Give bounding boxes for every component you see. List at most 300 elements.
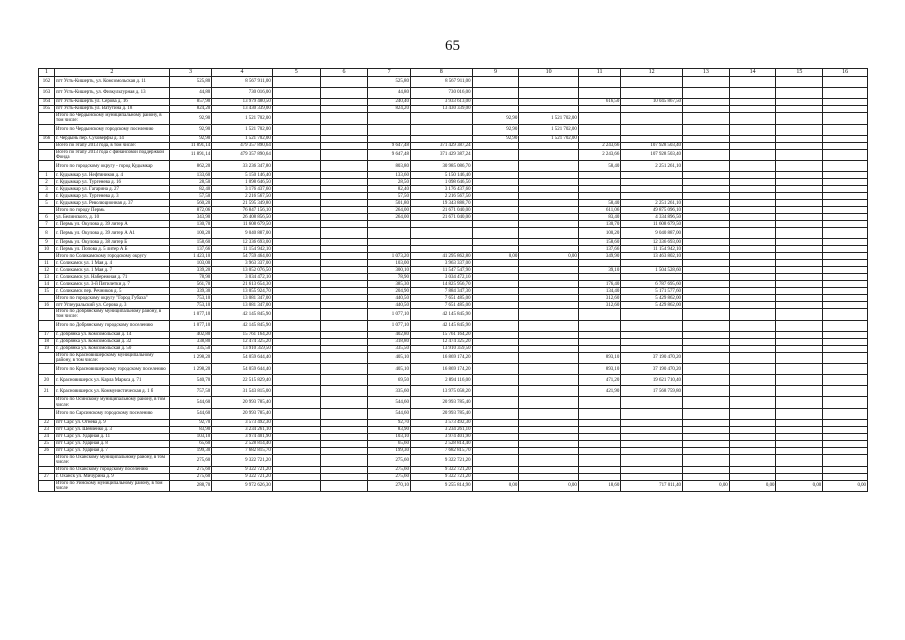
value-cell bbox=[272, 239, 320, 246]
value-cell bbox=[320, 302, 368, 309]
value-cell bbox=[368, 228, 411, 239]
value-cell bbox=[729, 320, 776, 331]
address-cell: г. Пермь ул. Окулова д. 38 литер Б bbox=[54, 239, 169, 246]
value-cell: 22 515 829,40 bbox=[212, 375, 273, 386]
value-cell bbox=[519, 161, 579, 172]
value-cell bbox=[776, 447, 823, 454]
value-cell: 13 430 339,00 bbox=[410, 106, 472, 113]
header-cell: 15 bbox=[776, 69, 823, 77]
value-cell: 275,60 bbox=[368, 454, 411, 466]
table-row bbox=[39, 281, 868, 288]
value-cell bbox=[823, 142, 868, 149]
row-number-cell: 18 bbox=[39, 338, 55, 345]
value-cell bbox=[272, 480, 320, 492]
value-cell bbox=[682, 352, 729, 364]
value-cell: 338,80 bbox=[169, 338, 212, 345]
value-cell: 82,40 bbox=[368, 186, 411, 193]
value-cell bbox=[823, 288, 868, 295]
value-cell bbox=[272, 433, 320, 440]
table-row bbox=[39, 221, 868, 228]
value-cell bbox=[729, 454, 776, 466]
value-cell bbox=[472, 228, 519, 239]
value-cell bbox=[410, 124, 472, 135]
address-cell: г. Кудымкар ул. Тургенева д. 3 bbox=[54, 193, 169, 200]
value-cell bbox=[823, 419, 868, 426]
value-cell: 862,20 bbox=[169, 161, 212, 172]
subtotal-row bbox=[39, 124, 868, 135]
value-cell bbox=[519, 239, 579, 246]
value-cell bbox=[519, 419, 579, 426]
value-cell bbox=[776, 281, 823, 288]
value-cell: 3 933 613,00 bbox=[410, 99, 472, 106]
address-cell: Итого по Красновишерскому муниципальному району, в том числе: bbox=[54, 352, 169, 364]
value-cell bbox=[729, 246, 776, 253]
value-cell bbox=[823, 375, 868, 386]
value-cell: 405,10 bbox=[368, 352, 411, 364]
value-cell bbox=[682, 426, 729, 433]
address-cell: г. Соликамск ул. Набережная д. 71 bbox=[54, 274, 169, 281]
value-cell bbox=[682, 149, 729, 161]
value-cell: 11 891,14 bbox=[169, 142, 212, 149]
value-cell bbox=[272, 142, 320, 149]
row-number-cell: 166 bbox=[39, 135, 55, 142]
value-cell bbox=[320, 88, 368, 99]
value-cell bbox=[578, 331, 621, 338]
table-row bbox=[39, 186, 868, 193]
value-cell bbox=[682, 253, 729, 260]
address-cell: пгт Усть-Кишерть ул. Ватутина д. 18 bbox=[54, 106, 169, 113]
value-cell bbox=[729, 239, 776, 246]
value-cell bbox=[320, 408, 368, 419]
value-cell: 312,60 bbox=[578, 295, 621, 302]
value-cell bbox=[472, 426, 519, 433]
value-cell bbox=[578, 447, 621, 454]
value-cell bbox=[272, 253, 320, 260]
value-cell bbox=[776, 386, 823, 397]
value-cell bbox=[729, 473, 776, 480]
value-cell bbox=[682, 440, 729, 447]
value-cell: 17 568 759,80 bbox=[621, 386, 683, 397]
value-cell bbox=[272, 288, 320, 295]
value-cell bbox=[272, 338, 320, 345]
value-cell bbox=[368, 113, 411, 125]
value-cell bbox=[320, 186, 368, 193]
value-cell bbox=[823, 281, 868, 288]
value-cell bbox=[823, 397, 868, 409]
value-cell: 8 567 911,00 bbox=[212, 77, 273, 88]
value-cell bbox=[578, 124, 621, 135]
address-cell: Итого по Красновишерскому городскому поселению bbox=[54, 364, 169, 375]
value-cell bbox=[519, 193, 579, 200]
value-cell bbox=[320, 124, 368, 135]
address-cell: г. Добрянка ул. Комсомольская д. 50 bbox=[54, 345, 169, 352]
value-cell: 11 154 942,10 bbox=[212, 246, 273, 253]
value-cell: 13 975 058,20 bbox=[410, 386, 472, 397]
value-cell bbox=[621, 106, 683, 113]
subtotal-row bbox=[39, 397, 868, 409]
value-cell: 730 016,00 bbox=[212, 88, 273, 99]
value-cell bbox=[472, 345, 519, 352]
value-cell bbox=[368, 246, 411, 253]
value-cell bbox=[320, 331, 368, 338]
value-cell: 339,20 bbox=[169, 267, 212, 274]
value-cell: 893,10 bbox=[578, 364, 621, 375]
value-cell bbox=[320, 113, 368, 125]
value-cell bbox=[320, 99, 368, 106]
value-cell bbox=[682, 397, 729, 409]
value-cell bbox=[519, 295, 579, 302]
value-cell bbox=[729, 253, 776, 260]
value-cell: 82,40 bbox=[169, 186, 212, 193]
value-cell: 471,20 bbox=[578, 375, 621, 386]
table-row bbox=[39, 200, 868, 207]
value-cell bbox=[729, 375, 776, 386]
row-number-cell bbox=[39, 466, 55, 473]
value-cell bbox=[272, 106, 320, 113]
row-number-cell: 15 bbox=[39, 288, 55, 295]
value-cell: 30 985 086,70 bbox=[410, 161, 472, 172]
value-cell bbox=[519, 320, 579, 331]
value-cell bbox=[621, 113, 683, 125]
value-cell bbox=[272, 77, 320, 88]
value-cell: 13 463 802,10 bbox=[621, 253, 683, 260]
value-cell: 479 357 890,64 bbox=[212, 149, 273, 161]
row-number-cell bbox=[39, 207, 55, 214]
value-cell bbox=[823, 172, 868, 179]
value-cell bbox=[472, 193, 519, 200]
value-cell: 28,50 bbox=[368, 179, 411, 186]
value-cell: 1 521 702,00 bbox=[519, 124, 579, 135]
value-cell bbox=[729, 302, 776, 309]
value-cell: 9 040 887,00 bbox=[212, 228, 273, 239]
value-cell bbox=[621, 77, 683, 88]
value-cell bbox=[272, 331, 320, 338]
value-cell bbox=[682, 239, 729, 246]
value-cell: 803,80 bbox=[368, 161, 411, 172]
value-cell bbox=[368, 239, 411, 246]
row-number-cell: 8 bbox=[39, 228, 55, 239]
value-cell bbox=[578, 179, 621, 186]
value-cell: 349,90 bbox=[578, 253, 621, 260]
value-cell: 0,00 bbox=[823, 480, 868, 492]
value-cell bbox=[578, 345, 621, 352]
value-cell bbox=[621, 440, 683, 447]
value-cell: 9 972 626,30 bbox=[212, 480, 273, 492]
value-cell bbox=[272, 221, 320, 228]
value-cell bbox=[320, 135, 368, 142]
value-cell: 616,50 bbox=[578, 99, 621, 106]
value-cell: 2 894 116,00 bbox=[410, 375, 472, 386]
address-cell: г. Добрянка ул. Комсомольская д. 14 bbox=[54, 331, 169, 338]
header-cell: 8 bbox=[410, 69, 472, 77]
value-cell: 717 011,40 bbox=[621, 480, 683, 492]
value-cell: 2 216 567,50 bbox=[212, 193, 273, 200]
value-cell: 2 251 261,10 bbox=[621, 161, 683, 172]
value-cell: 1 521 702,00 bbox=[519, 135, 579, 142]
value-cell bbox=[519, 440, 579, 447]
value-cell bbox=[729, 345, 776, 352]
value-cell bbox=[472, 149, 519, 161]
value-cell bbox=[823, 295, 868, 302]
value-cell: 3 573 492,30 bbox=[410, 419, 472, 426]
value-cell bbox=[621, 473, 683, 480]
value-cell bbox=[823, 473, 868, 480]
value-cell bbox=[621, 338, 683, 345]
value-cell bbox=[621, 426, 683, 433]
value-cell bbox=[682, 473, 729, 480]
subtotal-row bbox=[39, 142, 868, 149]
value-cell bbox=[729, 221, 776, 228]
value-cell: 1 073,20 bbox=[368, 253, 411, 260]
value-cell bbox=[776, 331, 823, 338]
row-number-cell: 7 bbox=[39, 221, 55, 228]
value-cell: 275,60 bbox=[169, 473, 212, 480]
value-cell bbox=[621, 408, 683, 419]
value-cell: 544,60 bbox=[368, 397, 411, 409]
value-cell: 107 928 503,40 bbox=[621, 149, 683, 161]
table-row bbox=[39, 338, 868, 345]
value-cell: 92,90 bbox=[169, 113, 212, 125]
table-row bbox=[39, 267, 868, 274]
value-cell bbox=[472, 179, 519, 186]
value-cell bbox=[621, 88, 683, 99]
value-cell bbox=[776, 267, 823, 274]
value-cell bbox=[621, 179, 683, 186]
value-cell bbox=[776, 433, 823, 440]
value-cell: 753,10 bbox=[169, 295, 212, 302]
value-cell bbox=[823, 331, 868, 338]
value-cell bbox=[320, 440, 368, 447]
value-cell bbox=[776, 88, 823, 99]
value-cell bbox=[272, 447, 320, 454]
subtotal-row bbox=[39, 161, 868, 172]
value-cell bbox=[729, 364, 776, 375]
row-number-cell bbox=[39, 454, 55, 466]
value-cell: 1 521 702,00 bbox=[212, 113, 273, 125]
row-number-cell: 5 bbox=[39, 200, 55, 207]
value-cell: 20 993 785,40 bbox=[410, 408, 472, 419]
value-cell bbox=[729, 338, 776, 345]
address-cell: Итого по городу Пермь bbox=[54, 207, 169, 214]
value-cell: 19 621 710,40 bbox=[621, 375, 683, 386]
value-cell bbox=[472, 320, 519, 331]
value-cell bbox=[823, 433, 868, 440]
value-cell bbox=[519, 172, 579, 179]
value-cell: 44,80 bbox=[169, 88, 212, 99]
value-cell bbox=[272, 440, 320, 447]
value-cell bbox=[823, 106, 868, 113]
value-cell bbox=[272, 260, 320, 267]
value-cell bbox=[729, 77, 776, 88]
value-cell: 7 884 347,30 bbox=[410, 288, 472, 295]
header-cell: 12 bbox=[621, 69, 683, 77]
value-cell: 824,20 bbox=[368, 106, 411, 113]
value-cell bbox=[272, 352, 320, 364]
value-cell bbox=[776, 309, 823, 321]
value-cell: 1 077,10 bbox=[169, 309, 212, 321]
value-cell bbox=[682, 246, 729, 253]
table-row bbox=[39, 447, 868, 454]
value-cell bbox=[519, 200, 579, 207]
value-cell bbox=[729, 288, 776, 295]
value-cell bbox=[729, 267, 776, 274]
value-cell: 13 430 339,00 bbox=[212, 106, 273, 113]
value-cell bbox=[729, 466, 776, 473]
value-cell bbox=[519, 99, 579, 106]
value-cell: 42 145 845,90 bbox=[410, 309, 472, 321]
value-cell: 100,20 bbox=[169, 228, 212, 239]
value-cell bbox=[823, 364, 868, 375]
value-cell: 54 759 464,00 bbox=[212, 253, 273, 260]
value-cell: 6 787 695,60 bbox=[621, 281, 683, 288]
value-cell bbox=[519, 302, 579, 309]
value-cell bbox=[682, 77, 729, 88]
value-cell: 9 322 721,20 bbox=[410, 473, 472, 480]
value-cell bbox=[682, 99, 729, 106]
header-cell: 10 bbox=[519, 69, 579, 77]
address-cell: г. Кудымкар ул. Нефтяников д. 4 bbox=[54, 172, 169, 179]
value-cell bbox=[472, 447, 519, 454]
value-cell: 3 176 437,60 bbox=[410, 186, 472, 193]
value-cell bbox=[320, 447, 368, 454]
row-number-cell: 162 bbox=[39, 77, 55, 88]
row-number-cell bbox=[39, 113, 55, 125]
value-cell bbox=[823, 440, 868, 447]
value-cell bbox=[776, 375, 823, 386]
table-row bbox=[39, 172, 868, 179]
value-cell: 3 234 261,10 bbox=[212, 426, 273, 433]
value-cell: 9 647,48 bbox=[368, 149, 411, 161]
value-cell: 92,90 bbox=[472, 135, 519, 142]
row-number-cell bbox=[39, 408, 55, 419]
value-cell bbox=[823, 149, 868, 161]
value-cell: 0,00 bbox=[472, 253, 519, 260]
value-cell bbox=[410, 239, 472, 246]
address-cell: Итого по Соликамскому городскому округу bbox=[54, 253, 169, 260]
value-cell bbox=[823, 345, 868, 352]
subtotal-row bbox=[39, 364, 868, 375]
value-cell bbox=[272, 149, 320, 161]
value-cell: 7 682 815,70 bbox=[410, 447, 472, 454]
value-cell bbox=[621, 186, 683, 193]
value-cell: 92,90 bbox=[472, 124, 519, 135]
value-cell bbox=[621, 447, 683, 454]
value-cell bbox=[621, 331, 683, 338]
address-cell: пгт Углеуральский ул. Серова д. 3 bbox=[54, 302, 169, 309]
address-cell: г. Кудымкар ул. Тургенева д. 16 bbox=[54, 179, 169, 186]
value-cell bbox=[519, 345, 579, 352]
value-cell bbox=[578, 88, 621, 99]
value-cell: 12 474 325,20 bbox=[212, 338, 273, 345]
value-cell: 92,70 bbox=[368, 419, 411, 426]
value-cell bbox=[823, 207, 868, 214]
row-number-cell bbox=[39, 320, 55, 331]
value-cell: 1 521 702,00 bbox=[212, 124, 273, 135]
value-cell bbox=[776, 99, 823, 106]
value-cell: 19 343 888,70 bbox=[410, 200, 472, 207]
value-cell bbox=[320, 375, 368, 386]
row-number-cell: 6 bbox=[39, 214, 55, 221]
address-cell: г. Соликамск пер. Речников д. 5 bbox=[54, 288, 169, 295]
value-cell: 21 613 654,30 bbox=[212, 281, 273, 288]
value-cell bbox=[776, 124, 823, 135]
value-cell: 54 059 644,40 bbox=[212, 352, 273, 364]
value-cell bbox=[823, 309, 868, 321]
value-cell bbox=[272, 408, 320, 419]
value-cell bbox=[472, 161, 519, 172]
value-cell: 8 567 911,00 bbox=[410, 77, 472, 88]
value-cell bbox=[320, 281, 368, 288]
value-cell bbox=[578, 172, 621, 179]
value-cell bbox=[729, 161, 776, 172]
value-cell: 730 016,00 bbox=[410, 88, 472, 99]
value-cell bbox=[272, 228, 320, 239]
value-cell: 0,00 bbox=[519, 253, 579, 260]
value-cell bbox=[682, 161, 729, 172]
value-cell bbox=[320, 260, 368, 267]
row-number-cell: 10 bbox=[39, 246, 55, 253]
value-cell bbox=[776, 364, 823, 375]
value-cell bbox=[320, 480, 368, 492]
value-cell bbox=[682, 331, 729, 338]
value-cell bbox=[776, 161, 823, 172]
value-cell: 7 682 815,70 bbox=[212, 447, 273, 454]
value-cell bbox=[519, 433, 579, 440]
value-cell bbox=[729, 408, 776, 419]
value-cell: 264,00 bbox=[368, 214, 411, 221]
value-cell bbox=[729, 397, 776, 409]
value-cell: 92,70 bbox=[169, 419, 212, 426]
table-row bbox=[39, 193, 868, 200]
header-cell: 3 bbox=[169, 69, 212, 77]
row-number-cell bbox=[39, 397, 55, 409]
value-cell bbox=[272, 345, 320, 352]
value-cell: 107 928 503,40 bbox=[621, 142, 683, 149]
value-cell bbox=[472, 375, 519, 386]
value-cell: 13 052 076,50 bbox=[212, 267, 273, 274]
value-cell: 335,50 bbox=[169, 345, 212, 352]
value-cell bbox=[621, 345, 683, 352]
value-cell: 288,70 bbox=[169, 480, 212, 492]
value-cell bbox=[519, 142, 579, 149]
value-cell: 371 429 387,24 bbox=[410, 142, 472, 149]
value-cell: 20 993 785,40 bbox=[410, 397, 472, 409]
value-cell: 28,50 bbox=[169, 179, 212, 186]
value-cell bbox=[823, 99, 868, 106]
value-cell bbox=[729, 274, 776, 281]
value-cell bbox=[776, 106, 823, 113]
value-cell: 5 429 862,00 bbox=[621, 302, 683, 309]
value-cell: 1 098 646,50 bbox=[212, 179, 273, 186]
value-cell bbox=[776, 320, 823, 331]
value-cell: 176,40 bbox=[578, 281, 621, 288]
value-cell bbox=[621, 309, 683, 321]
value-cell: 300,10 bbox=[368, 267, 411, 274]
value-cell bbox=[682, 124, 729, 135]
value-cell bbox=[729, 124, 776, 135]
header-cell: 5 bbox=[272, 69, 320, 77]
value-cell bbox=[519, 288, 579, 295]
value-cell bbox=[519, 426, 579, 433]
subtotal-row bbox=[39, 352, 868, 364]
address-cell: г. Кудымкар ул. Революционная д. 37 bbox=[54, 200, 169, 207]
row-number-cell bbox=[39, 309, 55, 321]
value-cell bbox=[823, 228, 868, 239]
row-number-cell: 4 bbox=[39, 193, 55, 200]
value-cell bbox=[272, 267, 320, 274]
value-cell bbox=[272, 200, 320, 207]
value-cell bbox=[823, 135, 868, 142]
